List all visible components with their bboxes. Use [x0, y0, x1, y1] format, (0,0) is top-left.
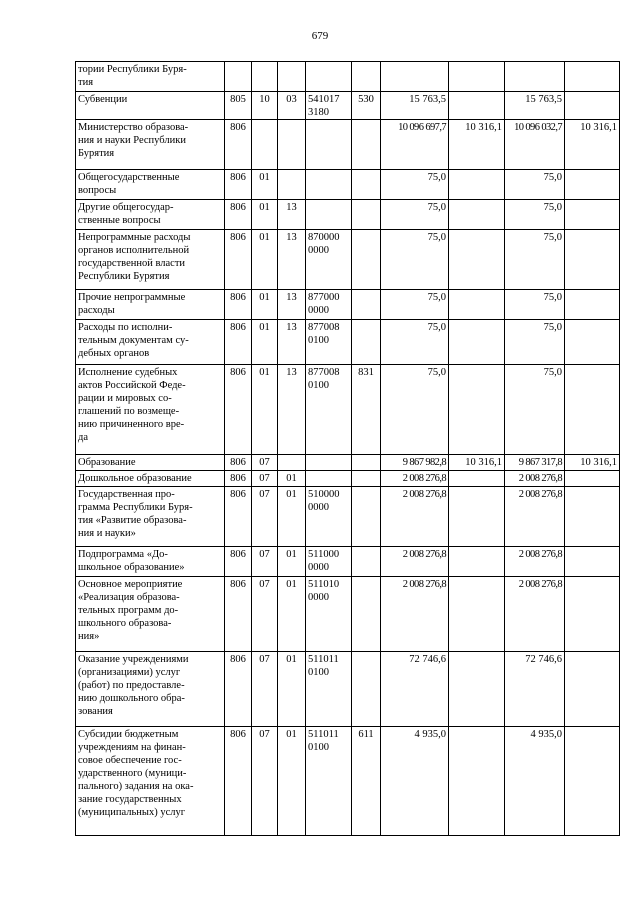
cell-subventions-2: 10 316,1	[565, 455, 620, 471]
cell-ministry: 806	[225, 170, 252, 200]
budget-table	[75, 61, 620, 836]
cell-subventions-2	[565, 200, 620, 230]
cell-subventions	[449, 487, 505, 547]
cell-amount: 10 096 697,7	[381, 120, 449, 170]
cell-subventions	[449, 230, 505, 290]
cell-target: 511000 0000	[306, 547, 352, 577]
cell-subsection: 13	[278, 230, 306, 290]
cell-name: Образование	[76, 455, 225, 471]
cell-subventions	[449, 170, 505, 200]
cell-expense-type	[352, 200, 381, 230]
cell-section: 07	[252, 652, 278, 727]
cell-section: 07	[252, 487, 278, 547]
table-row	[76, 120, 620, 170]
cell-target: 510000 0000	[306, 487, 352, 547]
cell-amount: 2 008 276,8	[381, 471, 449, 487]
cell-subsection	[278, 120, 306, 170]
cell-amount-2: 75,0	[505, 230, 565, 290]
cell-subventions	[449, 471, 505, 487]
cell-subsection: 03	[278, 92, 306, 120]
cell-amount: 9 867 982,8	[381, 455, 449, 471]
cell-expense-type	[352, 290, 381, 320]
cell-target	[306, 170, 352, 200]
cell-target: 877008 0100	[306, 320, 352, 365]
cell-name: Субсидии бюджетным учреждениям на финан- совое обеспечение гос- ударственного (муници- пального) задания на ока- зание государственных (муниципальных) услуг	[76, 727, 225, 836]
cell-amount-2: 75,0	[505, 170, 565, 200]
cell-subsection: 13	[278, 290, 306, 320]
table-row	[76, 455, 620, 471]
cell-subsection	[278, 62, 306, 92]
cell-ministry	[225, 62, 252, 92]
cell-ministry: 806	[225, 727, 252, 836]
cell-section: 07	[252, 471, 278, 487]
cell-section: 01	[252, 320, 278, 365]
cell-amount: 72 746,6	[381, 652, 449, 727]
cell-name: Общегосударственные вопросы	[76, 170, 225, 200]
cell-target: 870000 0000	[306, 230, 352, 290]
cell-target: 877000 0000	[306, 290, 352, 320]
cell-section	[252, 62, 278, 92]
cell-amount-2: 2 008 276,8	[505, 487, 565, 547]
table-row	[76, 547, 620, 577]
table-row	[76, 727, 620, 836]
cell-amount: 75,0	[381, 365, 449, 455]
cell-ministry: 805	[225, 92, 252, 120]
cell-name: Государственная про- грамма Республики Буря- тия «Развитие образова- ния и науки»	[76, 487, 225, 547]
cell-ministry: 806	[225, 200, 252, 230]
cell-expense-type	[352, 170, 381, 200]
cell-ministry: 806	[225, 487, 252, 547]
cell-expense-type	[352, 577, 381, 652]
cell-subventions-2	[565, 547, 620, 577]
cell-target: 511011 0100	[306, 652, 352, 727]
cell-name: Расходы по исполни- тельным документам су- дебных органов	[76, 320, 225, 365]
cell-amount-2: 4 935,0	[505, 727, 565, 836]
cell-subsection: 01	[278, 547, 306, 577]
cell-expense-type	[352, 547, 381, 577]
cell-ministry: 806	[225, 320, 252, 365]
cell-expense-type	[352, 471, 381, 487]
cell-amount: 75,0	[381, 230, 449, 290]
table-row	[76, 652, 620, 727]
cell-subventions-2	[565, 170, 620, 200]
cell-subventions: 10 316,1	[449, 120, 505, 170]
cell-name: Основное мероприятие «Реализация образова- тельных программ до- школьного образова- ния»	[76, 577, 225, 652]
cell-subsection: 01	[278, 487, 306, 547]
cell-expense-type	[352, 652, 381, 727]
cell-amount: 2 008 276,8	[381, 547, 449, 577]
cell-subventions-2	[565, 652, 620, 727]
cell-subventions	[449, 727, 505, 836]
cell-subventions	[449, 652, 505, 727]
cell-subventions-2	[565, 230, 620, 290]
cell-ministry: 806	[225, 120, 252, 170]
cell-name: Исполнение судебных актов Российской Феде- рации и мировых со- глашений по возмеще- нию причиненного вре- да	[76, 365, 225, 455]
cell-target: 541017 3180	[306, 92, 352, 120]
cell-subventions-2	[565, 487, 620, 547]
cell-target	[306, 120, 352, 170]
cell-name: Дошкольное образование	[76, 471, 225, 487]
cell-section: 10	[252, 92, 278, 120]
cell-subventions	[449, 62, 505, 92]
cell-name: Непрограммные расходы органов исполнительной государственной власти Республики Бурятия	[76, 230, 225, 290]
cell-section: 07	[252, 577, 278, 652]
cell-subventions	[449, 365, 505, 455]
cell-subventions	[449, 577, 505, 652]
cell-subventions	[449, 320, 505, 365]
cell-amount-2	[505, 62, 565, 92]
cell-subventions	[449, 290, 505, 320]
cell-section: 01	[252, 170, 278, 200]
cell-ministry: 806	[225, 455, 252, 471]
cell-target	[306, 62, 352, 92]
cell-subventions-2	[565, 62, 620, 92]
cell-ministry: 806	[225, 577, 252, 652]
cell-target	[306, 200, 352, 230]
cell-section: 01	[252, 200, 278, 230]
cell-amount-2: 75,0	[505, 290, 565, 320]
cell-expense-type: 831	[352, 365, 381, 455]
cell-ministry: 806	[225, 230, 252, 290]
cell-subventions	[449, 92, 505, 120]
cell-name: Министерство образова- ния и науки Республики Бурятия	[76, 120, 225, 170]
table-row	[76, 577, 620, 652]
cell-section: 07	[252, 455, 278, 471]
cell-subsection	[278, 455, 306, 471]
cell-amount-2: 75,0	[505, 365, 565, 455]
cell-ministry: 806	[225, 652, 252, 727]
table-row	[76, 487, 620, 547]
cell-expense-type	[352, 120, 381, 170]
page-number: 679	[311, 30, 329, 42]
cell-ministry: 806	[225, 471, 252, 487]
table-row	[76, 320, 620, 365]
cell-subsection	[278, 170, 306, 200]
cell-section: 01	[252, 365, 278, 455]
cell-section: 01	[252, 230, 278, 290]
table-row	[76, 200, 620, 230]
cell-subventions-2	[565, 290, 620, 320]
cell-subventions	[449, 200, 505, 230]
cell-amount-2: 2 008 276,8	[505, 471, 565, 487]
table-row	[76, 230, 620, 290]
cell-subventions-2	[565, 727, 620, 836]
cell-subventions-2	[565, 92, 620, 120]
cell-target	[306, 471, 352, 487]
cell-name: тории Республики Буря- тия	[76, 62, 225, 92]
cell-amount: 2 008 276,8	[381, 577, 449, 652]
cell-amount-2: 15 763,5	[505, 92, 565, 120]
cell-name: Прочие непрограммные расходы	[76, 290, 225, 320]
cell-name: Субвенции	[76, 92, 225, 120]
table-row	[76, 471, 620, 487]
cell-subventions-2: 10 316,1	[565, 120, 620, 170]
cell-subsection: 01	[278, 471, 306, 487]
cell-ministry: 806	[225, 365, 252, 455]
cell-subventions-2	[565, 365, 620, 455]
cell-subventions-2	[565, 577, 620, 652]
cell-section: 07	[252, 547, 278, 577]
cell-amount: 4 935,0	[381, 727, 449, 836]
table-body	[76, 62, 620, 836]
cell-amount-2: 10 096 032,7	[505, 120, 565, 170]
cell-amount: 2 008 276,8	[381, 487, 449, 547]
cell-name: Другие общегосудар- ственные вопросы	[76, 200, 225, 230]
cell-expense-type	[352, 62, 381, 92]
table-row	[76, 92, 620, 120]
cell-amount: 75,0	[381, 170, 449, 200]
cell-section: 01	[252, 290, 278, 320]
cell-subventions: 10 316,1	[449, 455, 505, 471]
cell-name: Подпрограмма «До- школьное образование»	[76, 547, 225, 577]
cell-expense-type: 611	[352, 727, 381, 836]
cell-amount-2: 72 746,6	[505, 652, 565, 727]
cell-section: 07	[252, 727, 278, 836]
cell-amount-2: 2 008 276,8	[505, 547, 565, 577]
cell-amount	[381, 62, 449, 92]
cell-subventions-2	[565, 471, 620, 487]
cell-expense-type	[352, 320, 381, 365]
cell-ministry: 806	[225, 290, 252, 320]
table-row	[76, 170, 620, 200]
cell-amount-2: 2 008 276,8	[505, 577, 565, 652]
cell-subsection: 01	[278, 577, 306, 652]
cell-expense-type	[352, 455, 381, 471]
cell-subsection: 01	[278, 727, 306, 836]
cell-expense-type	[352, 487, 381, 547]
cell-name: Оказание учреждениями (организациями) услуг (работ) по предоставле- нию дошкольного обра- зования	[76, 652, 225, 727]
cell-amount: 75,0	[381, 200, 449, 230]
table-row	[76, 365, 620, 455]
cell-target: 511010 0000	[306, 577, 352, 652]
cell-ministry: 806	[225, 547, 252, 577]
cell-subsection: 13	[278, 320, 306, 365]
cell-target: 877008 0100	[306, 365, 352, 455]
cell-amount: 75,0	[381, 320, 449, 365]
cell-subsection: 13	[278, 365, 306, 455]
cell-amount-2: 9 867 317,8	[505, 455, 565, 471]
cell-section	[252, 120, 278, 170]
cell-subsection: 13	[278, 200, 306, 230]
cell-subventions	[449, 547, 505, 577]
table-row	[76, 62, 620, 92]
cell-expense-type	[352, 230, 381, 290]
cell-target	[306, 455, 352, 471]
cell-target: 511011 0100	[306, 727, 352, 836]
cell-amount-2: 75,0	[505, 200, 565, 230]
cell-amount: 75,0	[381, 290, 449, 320]
cell-amount-2: 75,0	[505, 320, 565, 365]
cell-expense-type: 530	[352, 92, 381, 120]
cell-amount: 15 763,5	[381, 92, 449, 120]
table-row	[76, 290, 620, 320]
cell-subsection: 01	[278, 652, 306, 727]
cell-subventions-2	[565, 320, 620, 365]
